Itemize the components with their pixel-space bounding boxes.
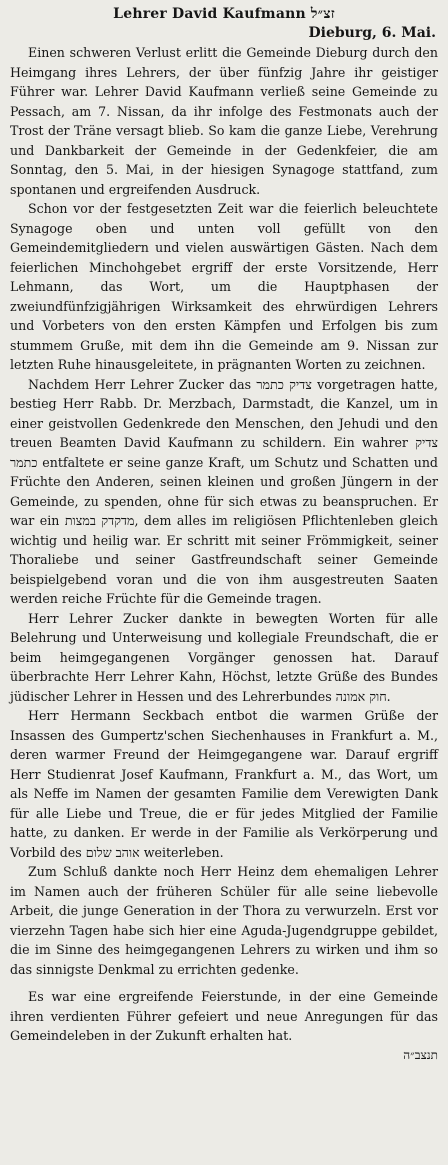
paragraph-1: Einen schweren Verlust erlitt die Gemeinde Dieburg durch den Heimgang ihres Lehrers, der über fünfzig Jahre ihr geistiger Führer war. Lehrer David Kaufmann verließ seine Gemeinde zu Pessach, am 7. Nissan, da ihr infolge des Festmonats auch der Trost der Träne versagt blieb. So kam die ganze Liebe, Verehrung und Dankbarkeit der Gemeinde in der Gedenkfeier, die am Sonntag, den 5. Mai, in der hiesigen Synagoge stattfand, zum spontanen und ergreifenden Ausdruck. xyxy=(10,45,438,197)
paragraph-5: Herr Hermann Seckbach entbot die warmen Grüße der Insassen des Gumpertz'schen Siechenhauses in Frankfurt a. M., deren warmer Freund der Heimgegangene war. Darauf ergriff Herr Studienrat Josef Kaufmann, Frankfurt a. M., das Wort, um als Neffe im Namen der gesamten Familie dem Verewigten Dank für alle Liebe und Treue, die er für jedes Mitglied der Familie hatte, zu danken. Er werde in der Familie als Verkörperung und Vorbild des אוהב שלום weiterleben. xyxy=(10,708,438,860)
article-body xyxy=(10,43,438,1065)
paragraph-4: Herr Lehrer Zucker dankte in bewegten Worten für alle Belehrung und Unterweisung und kollegiale Freundschaft, die er beim heimgegangenen Vorgänger genossen hat. Darauf überbrachte Herr Lehrer Kahn, Höchst, letzte Grüße des Bundes jüdischer Lehrer in Hessen und des Lehrerbundes חוק אמונה. xyxy=(10,610,438,704)
paragraph-6: Zum Schluß dankte noch Herr Heinz dem ehemaligen Lehrer im Namen auch der früheren Schüler für alle seine liebevolle Arbeit, die junge Generation in der Thora zu verwurzeln. Erst vor vierzehn Tagen habe sich hier eine Aguda-Jugendgruppe gebildet, die im Sinne des heimgegangenen Lehrers zu wirken und ihm so das sinnigste Denkmal zu errichten gedenke. xyxy=(10,864,438,977)
paragraph-2: Schon vor der festgesetzten Zeit war die feierlich beleuchtete Synagoge oben und unten voll gefüllt von den Gemeindemitgliedern und vielen auswärtigen Gästen. Nach dem feierlichen Minchohgebet ergriff der erste Vorsitzende, Herr Lehmann, das Wort, um die Hauptphasen der zweiundfünfzigjährigen Wirksamkeit des ehrwürdigen Lehrers und Vorbeters von den ersten Kämpfen und Erfolgen bis zum stummem Gruße, mit dem ihn die Gemeinde am 9. Nissan zur letzten Ruhe hinausgeleitete, in prägnanten Worten zu zeichnen. xyxy=(10,201,438,372)
paragraph-7: Es war eine ergreifende Feierstunde, in der eine Gemeinde ihren verdienten Führer gefeiert und neue Anregungen für das Gemeindeleben in der Zukunft erhalten hat. xyxy=(10,989,438,1043)
article-title: Lehrer David Kaufmann זצ״ל xyxy=(113,6,335,22)
paragraph-3: Nachdem Herr Lehrer Zucker das צדיק כתמר vorgetragen hatte, bestieg Herr Rabb. Dr. Merzbach, Darmstadt, die Kanzel, um in einer geistvollen Gedenkrede den Menschen, den Jehudi und den treuen Beamten David Kaufmann zu schildern. Ein wahrer צדיק כתמר entfaltete er seine ganze Kraft, um Schutz und Schatten und Früchte den Anderen, seinen kleinen und großen Jüngern in der Gemeinde, zu spenden, ohne für sich etwas zu beanspruchen. Er war ein מדקדק במצות, dem alles im religiösen Pflichtenleben gleich wichtig und heilig war. Er schritt mit seiner Frömmigkeit, seiner Thoraliebe und seiner Gastfreundschaft seiner Gemeinde beispielgebend voran und die von ihm ausgestreuten Saaten werden reiche Früchte für die Gemeinde tragen. xyxy=(10,376,439,606)
closing-abbreviation: תנצב״ה xyxy=(403,1047,438,1062)
dateline: Dieburg, 6. Mai. xyxy=(308,25,436,41)
